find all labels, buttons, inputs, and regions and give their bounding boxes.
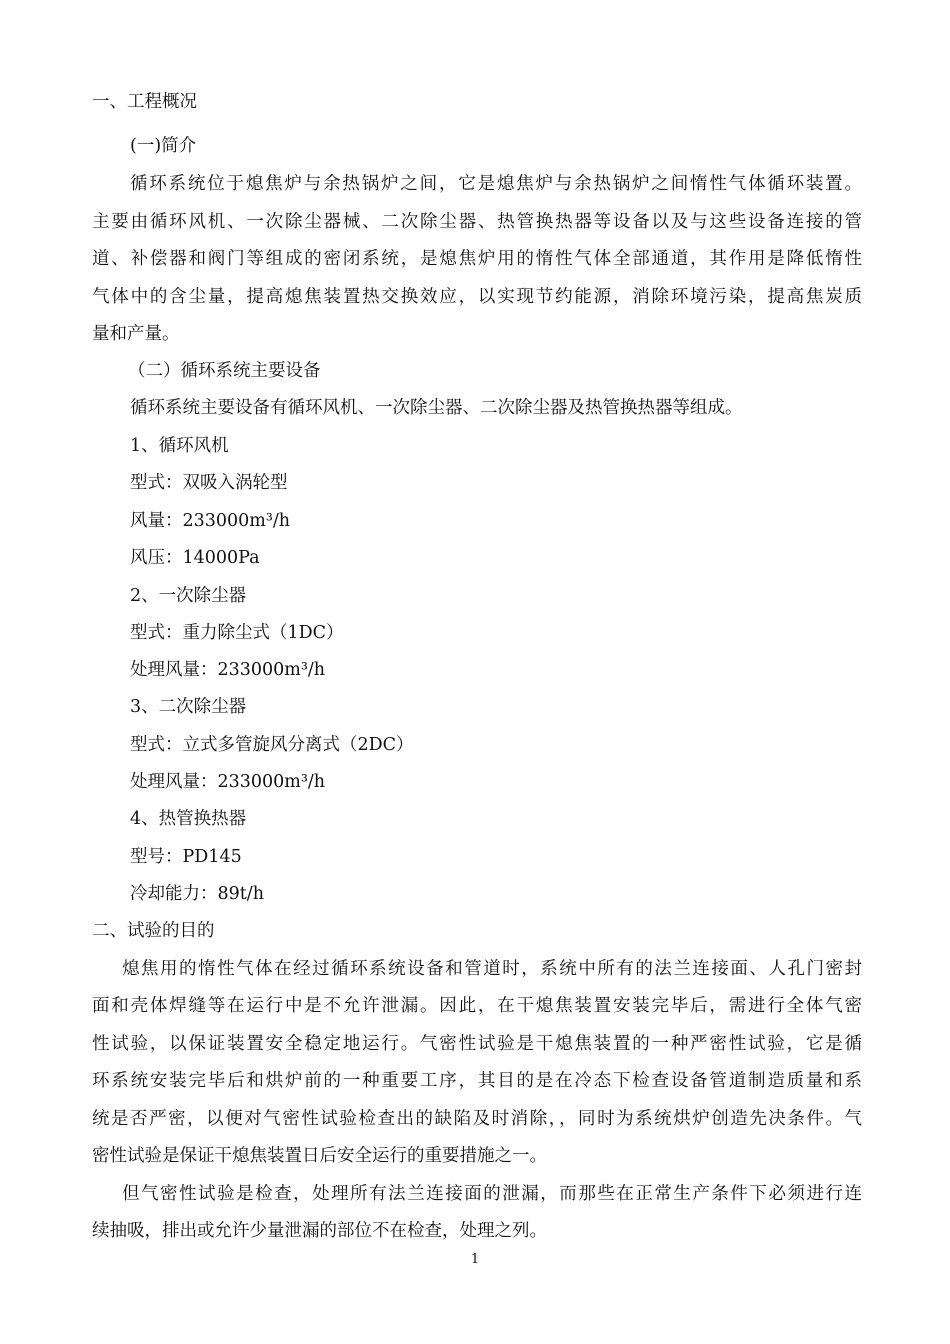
- purpose-line-6: 密性试验是保证干熄焦装置日后安全运行的重要措施之一。: [92, 1146, 547, 1166]
- equipment-summary: 循环系统主要设备有循环风机、一次除尘器、二次除尘器及热管换热器等组成。: [130, 398, 743, 418]
- fan-title: 1、循环风机: [130, 436, 229, 456]
- fan-air-volume: 风量：233000m³/h: [130, 511, 291, 531]
- intro-line-3: 道、补偿器和阀门等组成的密闭系统，是熄焦炉用的惰性气体全部通道，其作用是降低惰性: [92, 249, 862, 269]
- fan-type: 型式：双吸入涡轮型: [130, 473, 288, 493]
- note-line-1: 但气密性试验是检查，处理所有法兰连接面的泄漏，而那些在正常生产条件下必须进行连: [122, 1184, 862, 1204]
- dc2-volume: 处理风量：233000m³/h: [130, 772, 326, 792]
- intro-line-2: 主要由循环风机、一次除尘器械、二次除尘器、热管换热器等设备以及与这些设备连接的管: [92, 212, 862, 232]
- heat-exchanger-model: 型号：PD145: [130, 847, 242, 867]
- purpose-line-5: 统是否严密，以便对气密性试验检查出的缺陷及时消除，，同时为系统烘炉创造先决条件。气: [92, 1109, 862, 1129]
- dc1-type: 型式：重力除尘式（1DC）: [130, 623, 344, 643]
- dc1-title: 2、一次除尘器: [130, 586, 247, 606]
- purpose-line-2: 面和壳体焊缝等在运行中是不允许泄漏。因此，在干熄焦装置安装完毕后，需进行全体气密: [92, 996, 862, 1016]
- purpose-line-3: 性试验，以保证装置安全稳定地运行。气密性试验是干熄焦装置的一种严密性试验，它是循: [92, 1034, 862, 1054]
- dc1-volume: 处理风量：233000m³/h: [130, 660, 326, 680]
- section-2-title: 二、试验的目的: [92, 921, 215, 941]
- equipment-heading: （二）循环系统主要设备: [128, 361, 321, 381]
- dc2-title: 3、二次除尘器: [130, 697, 247, 717]
- purpose-line-1: 熄焦用的惰性气体在经过循环系统设备和管道时，系统中所有的法兰连接面、人孔门密封: [122, 959, 862, 979]
- purpose-line-4: 环系统安装完毕后和烘炉前的一种重要工序，其目的是在冷态下检查设备管道制造质量和系: [92, 1071, 862, 1091]
- intro-line-1: 循环系统位于熄焦炉与余热锅炉之间，它是熄焦炉与余热锅炉之间惰性气体循环装置。: [130, 174, 862, 194]
- intro-heading: (一)简介: [130, 136, 197, 156]
- dc2-type: 型式：立式多管旋风分离式（2DC）: [130, 735, 414, 755]
- fan-pressure: 风压：14000Pa: [130, 548, 260, 568]
- note-line-2: 续抽吸，排出或允许少量泄漏的部位不在检查，处理之列。: [92, 1221, 547, 1241]
- intro-line-5: 量和产量。: [92, 324, 180, 344]
- intro-line-4: 气体中的含尘量，提高熄焦装置热交换效应，以实现节约能源，消除环境污染，提高焦炭质: [92, 287, 862, 307]
- page-number: 1: [470, 1252, 480, 1267]
- heat-exchanger-cooling: 冷却能力：89t/h: [130, 884, 264, 904]
- section-1-title: 一、工程概况: [92, 92, 197, 112]
- heat-exchanger-title: 4、热管换热器: [130, 809, 247, 829]
